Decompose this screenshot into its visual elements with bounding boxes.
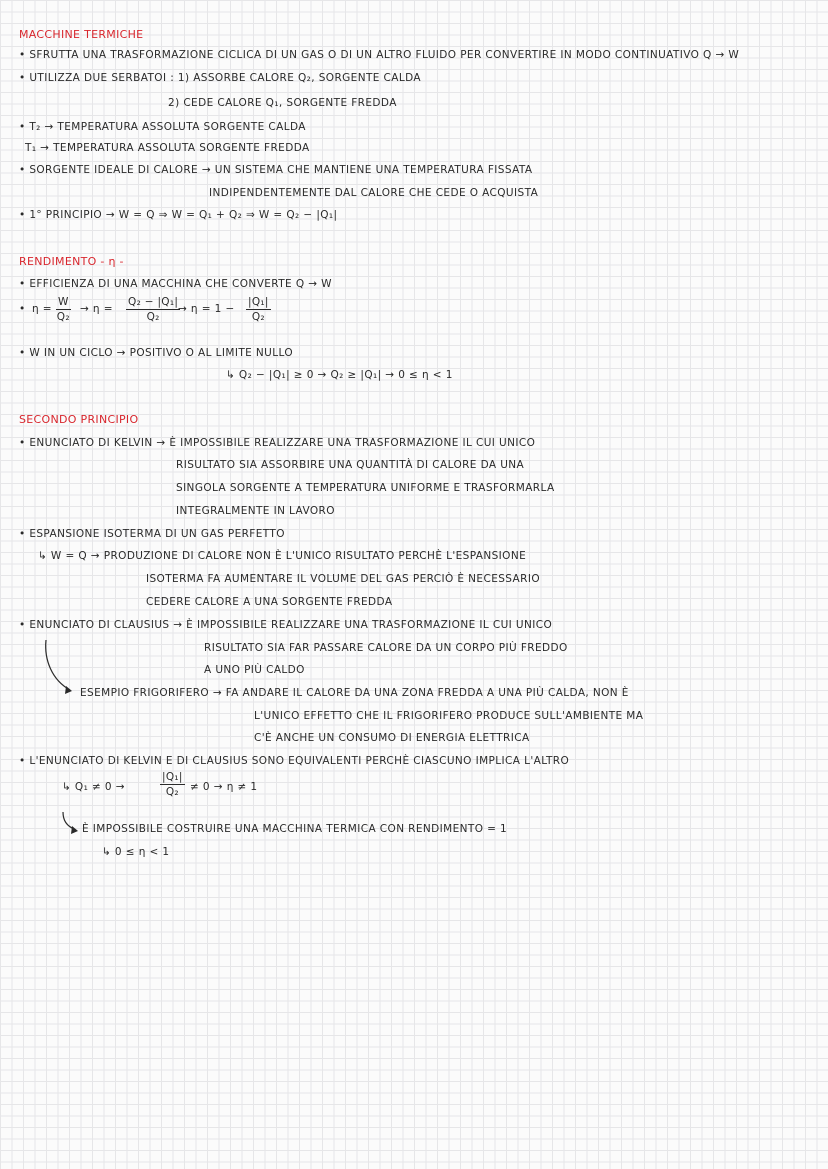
fraction-numerator: |Q₁| (162, 771, 183, 783)
note-line: • ENUNCIATO DI CLAUSIUS → È IMPOSSIBILE REALIZZARE UNA TRASFORMAZIONE IL CUI UNICO (19, 619, 553, 631)
heading-rendimento: RENDIMENTO - η - (19, 255, 124, 268)
fraction-numerator: |Q₁| (248, 296, 269, 308)
note-line: • UTILIZZA DUE SERBATOI : 1) ASSORBE CALORE Q₂, SORGENTE CALDA (19, 72, 421, 84)
note-line: • 1° PRINCIPIO → W = Q ⇒ W = Q₁ + Q₂ ⇒ W = Q₂ − |Q₁| (19, 209, 338, 221)
note-line: ↳ Q₁ ≠ 0 → (62, 781, 125, 793)
note-line: T₁ → TEMPERATURA ASSOLUTA SORGENTE FREDDA (25, 142, 310, 154)
note-line: 2) CEDE CALORE Q₁, SORGENTE FREDDA (168, 97, 397, 109)
fraction-denominator: Q₂ (56, 311, 70, 323)
note-line: C'È ANCHE UN CONSUMO DI ENERGIA ELETTRICA (254, 732, 530, 744)
note-line: INTEGRALMENTE IN LAVORO (176, 505, 335, 517)
fraction-numerator: W (58, 296, 69, 308)
note-line: CEDERE CALORE A UNA SORGENTE FREDDA (146, 596, 393, 608)
note-line: ↳ W = Q → PRODUZIONE DI CALORE NON È L'UNICO RISULTATO PERCHÈ L'ESPANSIONE (38, 550, 527, 562)
eta-equals: → η = (80, 303, 113, 315)
fraction-denominator: Q₂ (251, 311, 265, 323)
note-line: • SORGENTE IDEALE DI CALORE → UN SISTEMA CHE MANTIENE UNA TEMPERATURA FISSATA (19, 164, 533, 176)
note-line: L'UNICO EFFETTO CHE IL FRIGORIFERO PRODUCE SULL'AMBIENTE MA (254, 710, 644, 722)
note-line: ISOTERMA FA AUMENTARE IL VOLUME DEL GAS PERCIÒ È NECESSARIO (146, 573, 540, 585)
note-line: • L'ENUNCIATO DI KELVIN E DI CLAUSIUS SONO EQUIVALENTI PERCHÈ CIASCUNO IMPLICA L'ALTRO (19, 755, 570, 767)
note-line: È IMPOSSIBILE COSTRUIRE UNA MACCHINA TERMICA CON RENDIMENTO = 1 (82, 823, 508, 835)
note-line: • W IN UN CICLO → POSITIVO O AL LIMITE NULLO (19, 347, 294, 359)
note-line: ESEMPIO FRIGORIFERO → FA ANDARE IL CALORE DA UNA ZONA FREDDA A UNA PIÙ CALDA, NON È (80, 687, 629, 699)
eta-equals: η = (32, 303, 52, 315)
note-line: RISULTATO SIA FAR PASSARE CALORE DA UN CORPO PIÙ FREDDO (204, 642, 568, 654)
note-line: RISULTATO SIA ASSORBIRE UNA QUANTITÀ DI CALORE DA UNA (176, 459, 525, 471)
note-line: ↳ Q₂ − |Q₁| ≥ 0 → Q₂ ≥ |Q₁| → 0 ≤ η < 1 (226, 369, 453, 381)
note-line: INDIPENDENTEMENTE DAL CALORE CHE CEDE O ACQUISTA (209, 187, 539, 199)
bullet: • (19, 303, 26, 315)
note-line: ↳ 0 ≤ η < 1 (102, 846, 170, 858)
note-line: • SFRUTTA UNA TRASFORMAZIONE CICLICA DI UN GAS O DI UN ALTRO FLUIDO PER CONVERTIRE IN MODO CONTINUATIVO Q → W (19, 49, 740, 61)
note-line: • T₂ → TEMPERATURA ASSOLUTA SORGENTE CALDA (19, 121, 306, 133)
heading-secondo-principio: SECONDO PRINCIPIO (19, 413, 139, 426)
note-line: • ENUNCIATO DI KELVIN → È IMPOSSIBILE REALIZZARE UNA TRASFORMAZIONE IL CUI UNICO (19, 437, 536, 449)
note-line: ≠ 0 → η ≠ 1 (190, 781, 258, 793)
eta-equals: → η = 1 − (178, 303, 235, 315)
fraction-q1-over-q2 (160, 771, 185, 798)
fraction-numerator: Q₂ − |Q₁| (128, 296, 179, 308)
note-line: • EFFICIENZA DI UNA MACCHINA CHE CONVERTE Q → W (19, 278, 332, 290)
fraction-denominator: Q₂ (165, 786, 179, 798)
note-line: A UNO PIÙ CALDO (204, 664, 305, 676)
fraction-denominator: Q₂ (146, 311, 160, 323)
note-line: SINGOLA SORGENTE A TEMPERATURA UNIFORME E TRASFORMARLA (176, 482, 555, 494)
note-line: • ESPANSIONE ISOTERMA DI UN GAS PERFETTO (19, 528, 285, 540)
heading-macchine-termiche: MACCHINE TERMICHE (19, 28, 144, 41)
